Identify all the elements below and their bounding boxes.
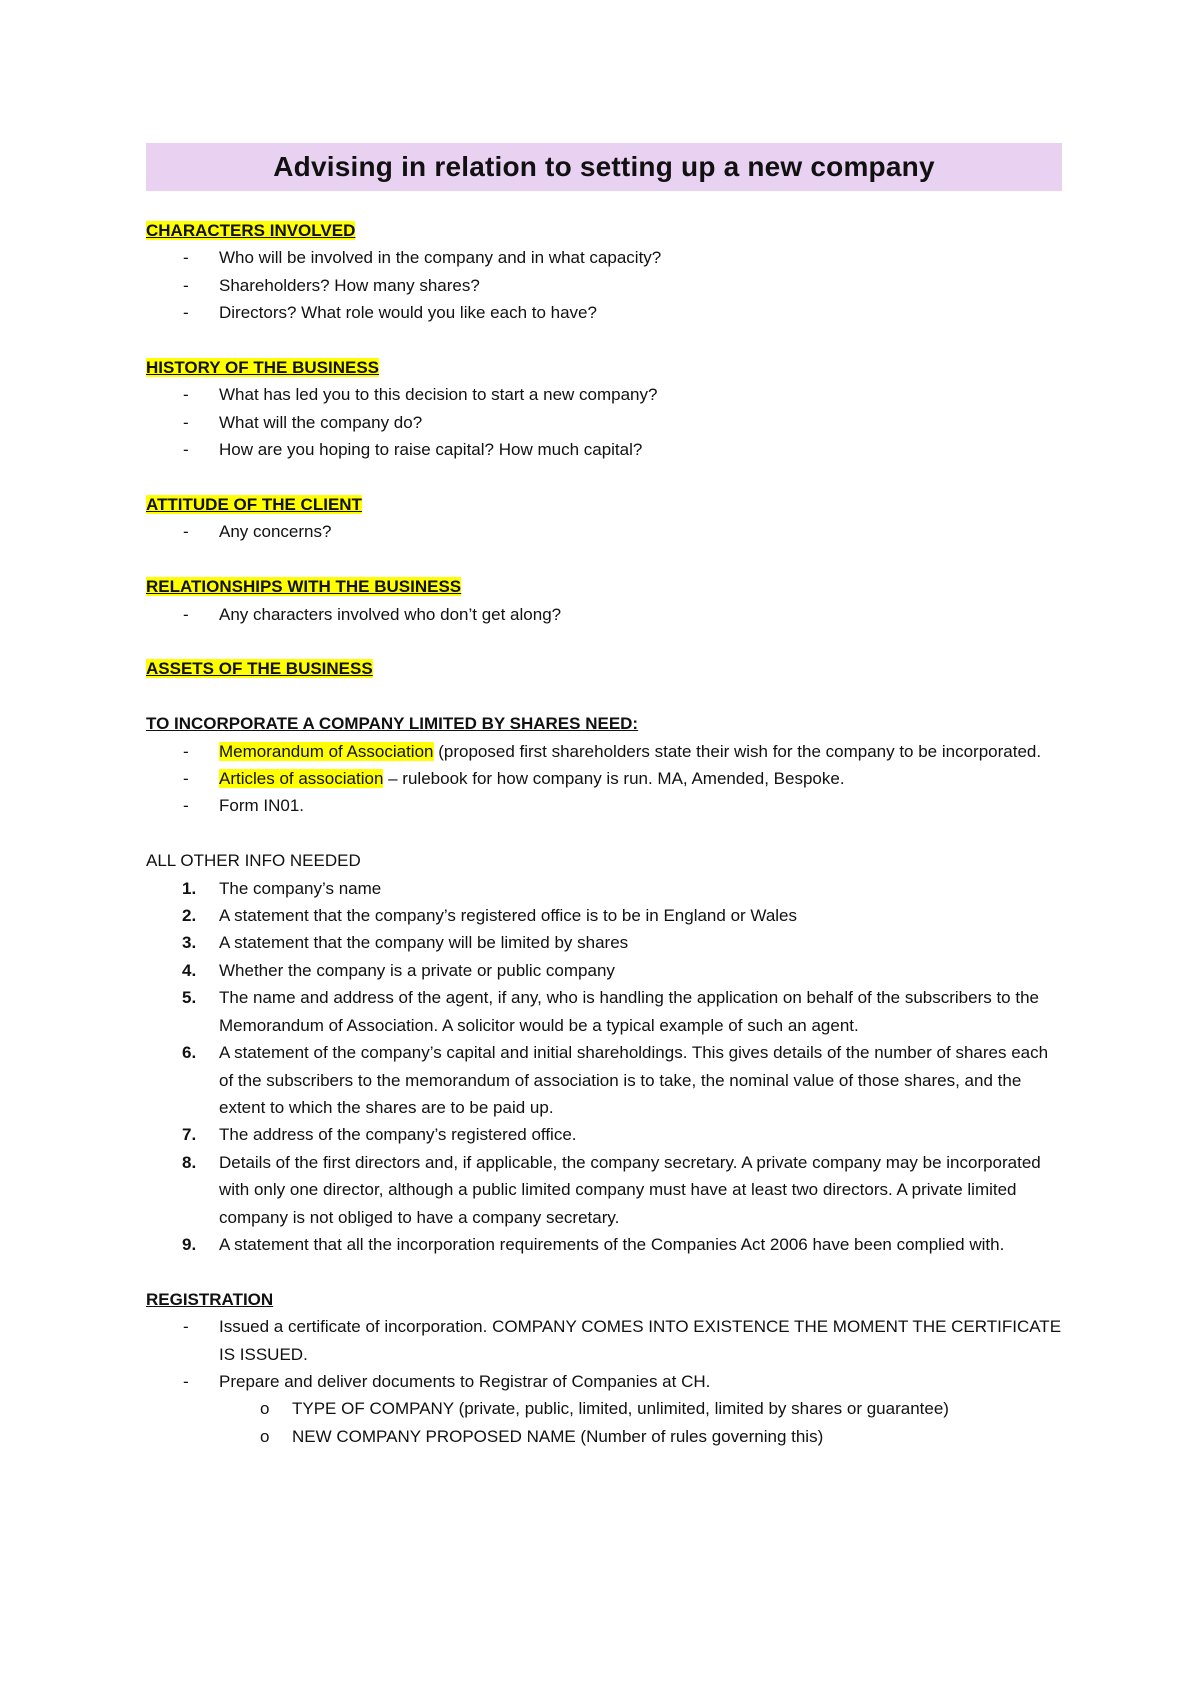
dash-bullet: - <box>183 604 189 624</box>
list-item-text: Details of the first directors and, if applicable, the company secretary. A private company may be incorporated with only one director, although a public limited company must have at least two directors. A private limited company is not obliged to have a company secretary. <box>219 1152 1041 1227</box>
list-item-text: How are you hoping to raise capital? How much capital? <box>219 440 643 460</box>
list-item <box>146 272 1062 299</box>
section-assets <box>146 655 1062 682</box>
list-item <box>146 518 1062 545</box>
numbered-item <box>146 957 1062 984</box>
list-item <box>146 792 1062 819</box>
list-item-text: A statement that all the incorporation requirements of the Companies Act 2006 have been complied with. <box>219 1234 1005 1254</box>
numbered-item <box>146 1231 1062 1258</box>
dash-bullet: - <box>183 522 189 542</box>
list-item <box>146 299 1062 326</box>
section-other-info <box>146 847 1062 1258</box>
list-item-text: The company’s name <box>219 878 382 898</box>
list-item-text: Issued a certificate of incorporation. COMPANY COMES INTO EXISTENCE THE MOMENT THE CERTIFICATE IS ISSUED. <box>219 1317 1062 1364</box>
dash-bullet: - <box>183 1371 189 1391</box>
list-item-text: The address of the company’s registered office. <box>219 1125 577 1145</box>
list-item-text: A statement that the company will be limited by shares <box>219 933 629 953</box>
section-heading: CHARACTERS INVOLVED <box>146 221 356 240</box>
sub-list-item <box>146 1395 1062 1422</box>
section-heading: RELATIONSHIPS WITH THE BUSINESS <box>146 577 462 597</box>
numbered-item <box>146 902 1062 929</box>
list-item <box>146 436 1062 463</box>
list-number: 8. <box>182 1152 197 1172</box>
list-number: 4. <box>182 960 197 980</box>
circle-bullet: o <box>260 1399 270 1419</box>
numbered-item <box>146 875 1062 902</box>
list-item <box>146 381 1062 408</box>
list-item-text: Directors? What role would you like each to have? <box>219 303 597 323</box>
dash-bullet: - <box>183 248 189 268</box>
section-characters <box>146 217 1062 327</box>
dash-bullet: - <box>183 412 189 432</box>
page-title: Advising in relation to setting up a new company <box>146 143 1062 191</box>
dash-bullet: - <box>183 769 189 789</box>
section-heading: REGISTRATION <box>146 1289 274 1309</box>
section-registration <box>146 1286 1062 1450</box>
list-item-text: TYPE OF COMPANY (private, public, limited, unlimited, limited by shares or guarantee) <box>292 1399 949 1419</box>
list-item-text: A statement that the company’s registered office is to be in England or Wales <box>219 906 798 926</box>
list-item <box>146 244 1062 271</box>
section-heading: ATTITUDE OF THE CLIENT <box>146 495 362 515</box>
list-item-text: – rulebook for how company is run. MA, Amended, Bespoke. <box>383 769 845 789</box>
list-item <box>146 765 1062 792</box>
section-attitude <box>146 491 1062 546</box>
list-item-text: What will the company do? <box>219 412 423 432</box>
section-heading: TO INCORPORATE A COMPANY LIMITED BY SHARES NEED: <box>146 714 639 734</box>
document-page <box>146 143 1062 1450</box>
numbered-item <box>146 1121 1062 1148</box>
list-item-text: Any characters involved who don’t get along? <box>219 604 562 624</box>
list-item-text: Any concerns? <box>219 522 332 542</box>
list-item-text: What has led you to this decision to start a new company? <box>219 385 658 405</box>
list-item <box>146 1313 1062 1368</box>
list-item-text: The name and address of the agent, if any, who is handling the application on behalf of the subscribers to the Memorandum of Association. A solicitor would be a typical example of such an agent. <box>219 988 1039 1035</box>
sub-list-item <box>146 1423 1062 1450</box>
highlighted-term: Articles of association <box>219 769 384 789</box>
list-number: 7. <box>182 1125 197 1145</box>
numbered-item <box>146 1039 1062 1121</box>
list-item-text: A statement of the company’s capital and initial shareholdings. This gives details of the number of shares each of the subscribers to the memorandum of association is to take, the nominal value of those shares, and the extent to which the shares are to be paid up. <box>219 1043 1049 1117</box>
dash-bullet: - <box>183 303 189 323</box>
dash-bullet: - <box>183 440 189 460</box>
list-number: 1. <box>182 878 197 898</box>
list-item <box>146 409 1062 436</box>
section-history <box>146 354 1062 464</box>
dash-bullet: - <box>183 796 189 816</box>
section-incorporate <box>146 710 1062 820</box>
list-item-text: Prepare and deliver documents to Registrar of Companies at CH. <box>219 1371 711 1391</box>
list-number: 3. <box>182 933 197 953</box>
list-item-text: (proposed first shareholders state their wish for the company to be incorporated. <box>433 741 1042 761</box>
list-item <box>146 1368 1062 1395</box>
dash-bullet: - <box>183 385 189 405</box>
list-item-text: Whether the company is a private or public company <box>219 960 615 980</box>
list-item-text: NEW COMPANY PROPOSED NAME (Number of rules governing this) <box>292 1426 824 1446</box>
list-number: 6. <box>182 1043 197 1063</box>
dash-bullet: - <box>183 741 189 761</box>
dash-bullet: - <box>183 1317 189 1337</box>
numbered-item <box>146 1149 1062 1231</box>
list-item-text: Form IN01. <box>219 796 305 816</box>
section-heading: HISTORY OF THE BUSINESS <box>146 358 380 378</box>
dash-bullet: - <box>183 275 189 295</box>
list-item-text: Who will be involved in the company and in what capacity? <box>219 248 662 268</box>
list-number: 9. <box>182 1234 197 1254</box>
numbered-item <box>146 929 1062 956</box>
numbered-item <box>146 984 1062 1039</box>
section-heading: ALL OTHER INFO NEEDED <box>146 851 361 871</box>
list-item <box>146 738 1062 765</box>
list-item <box>146 601 1062 628</box>
circle-bullet: o <box>260 1426 270 1446</box>
section-relationships <box>146 573 1062 628</box>
section-heading: ASSETS OF THE BUSINESS <box>146 659 373 679</box>
list-number: 2. <box>182 906 197 926</box>
highlighted-term: Memorandum of Association <box>219 741 434 761</box>
list-number: 5. <box>182 988 197 1008</box>
document-body <box>146 217 1062 1450</box>
list-item-text: Shareholders? How many shares? <box>219 275 480 295</box>
